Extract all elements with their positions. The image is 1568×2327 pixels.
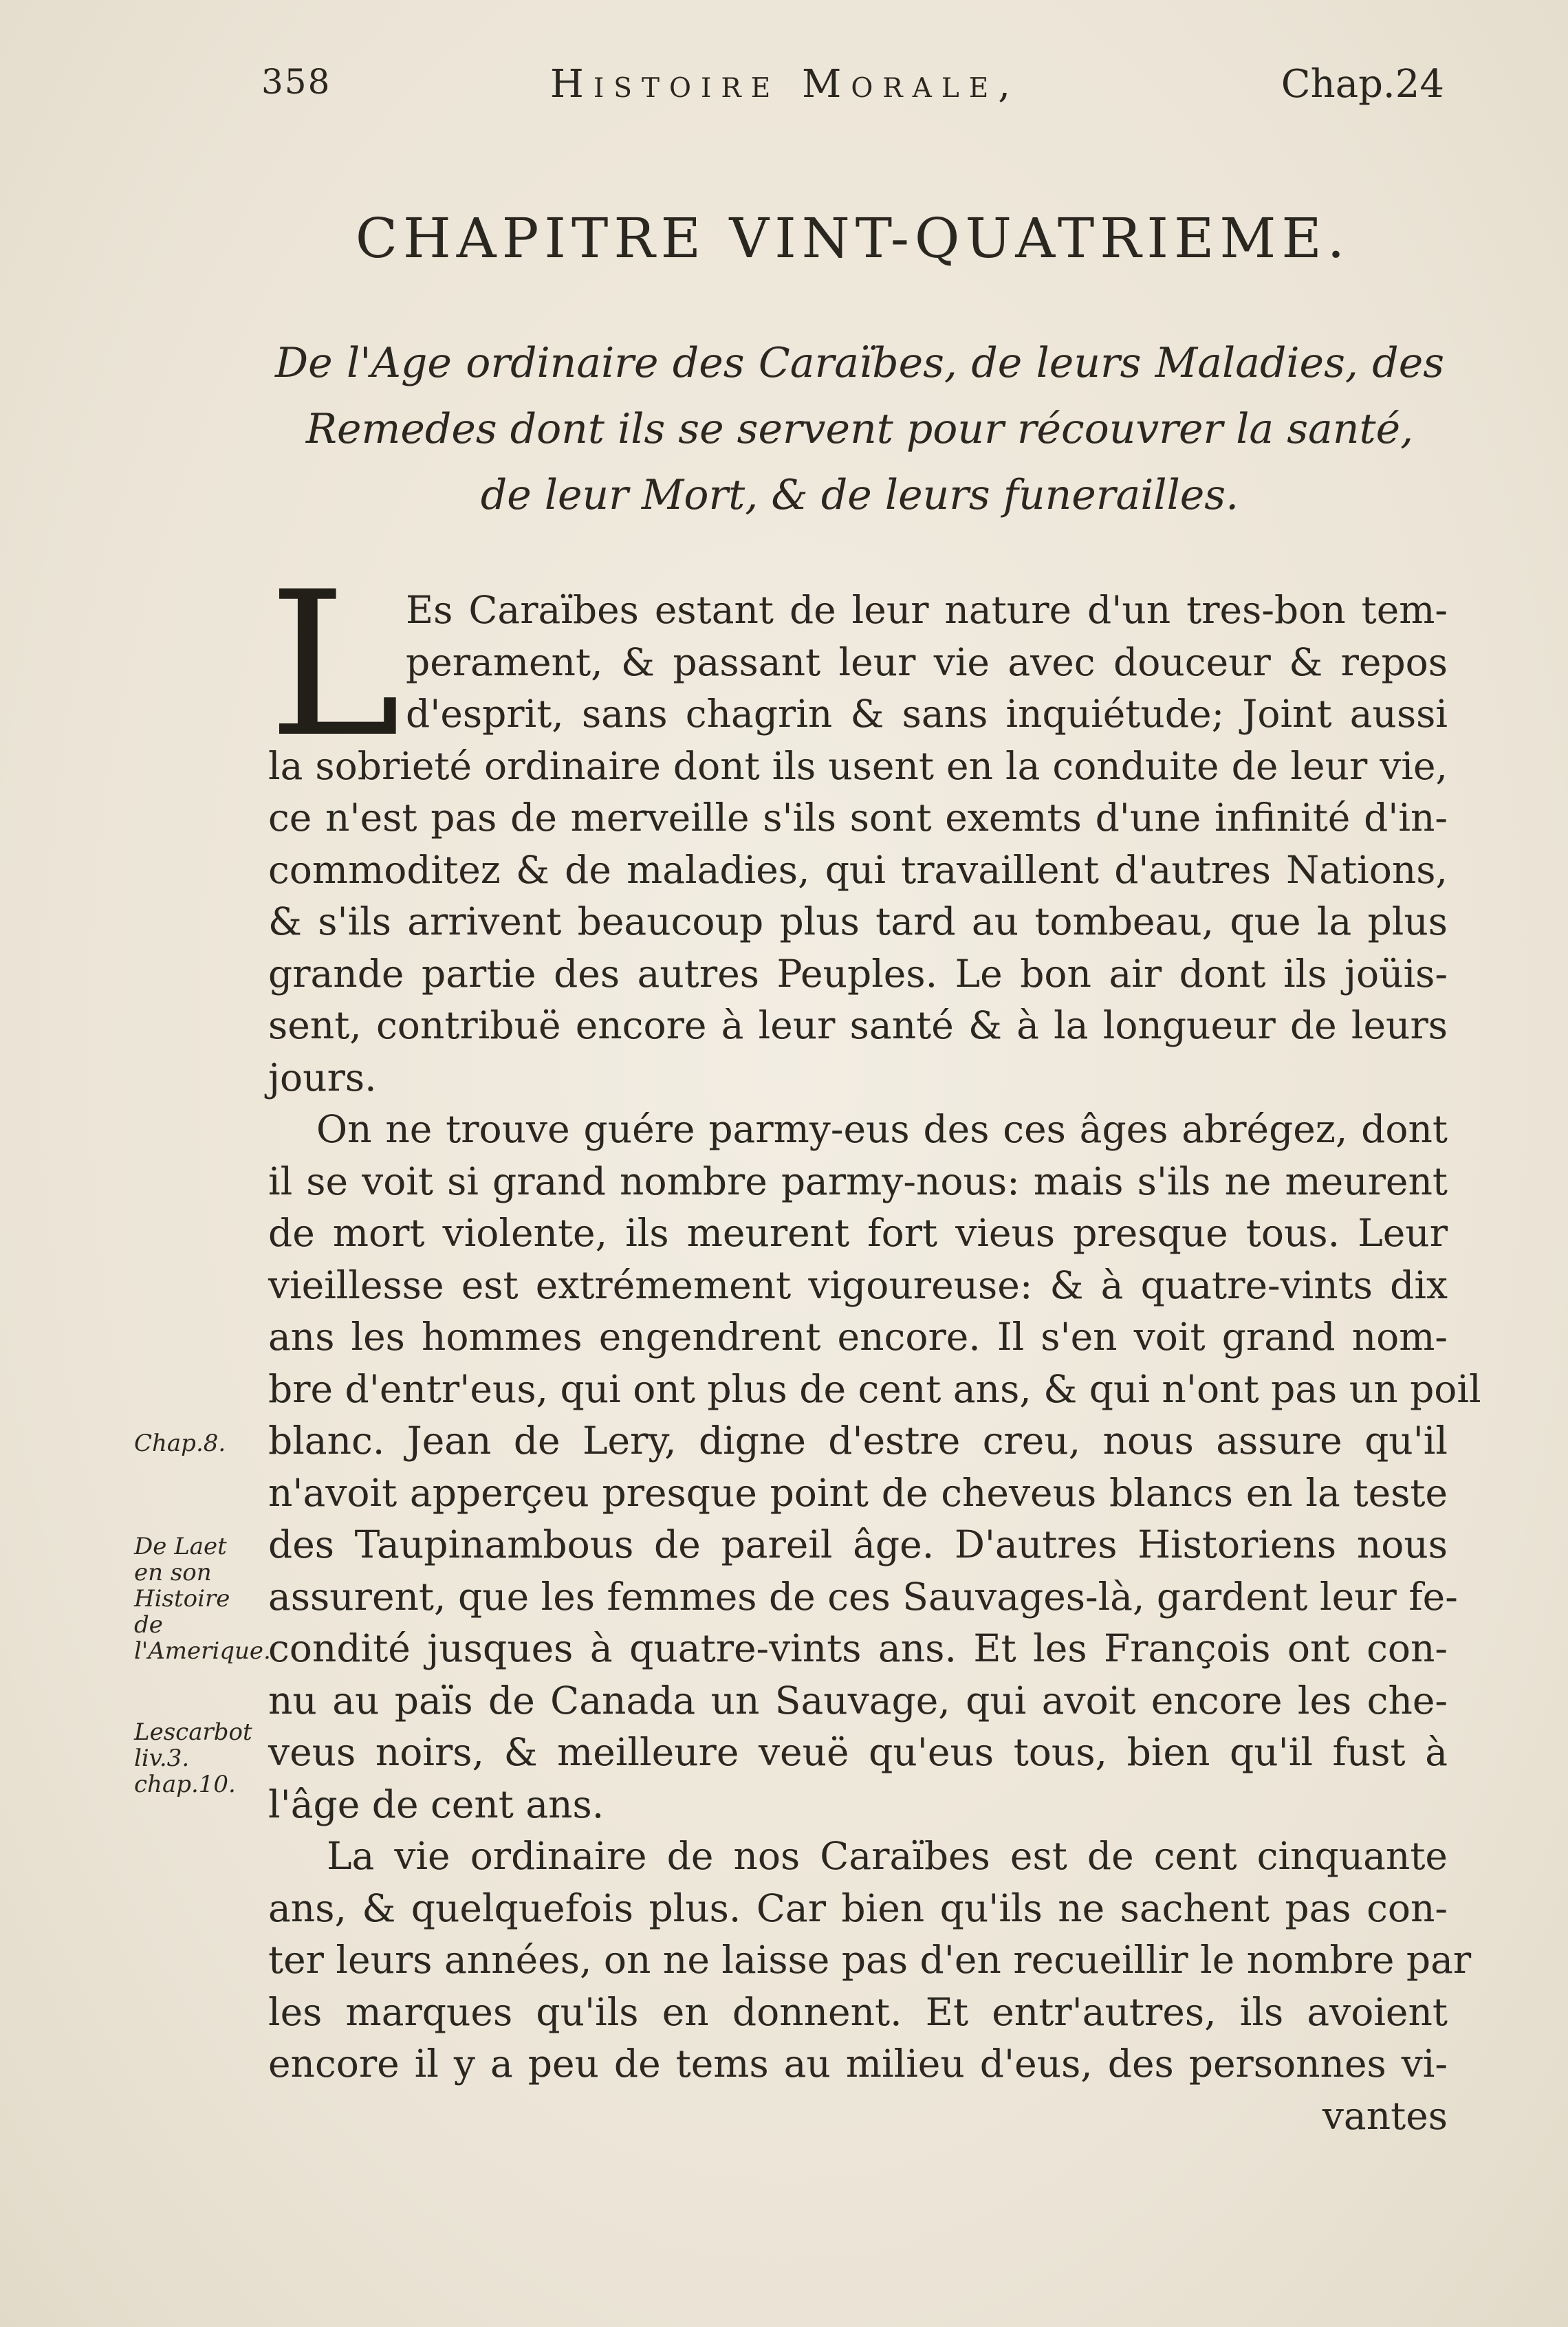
- text-line: de mort violente, ils meurent fort vieus presque tous. Leur: [268, 1211, 1448, 1255]
- text-line: & s'ils arrivent beaucoup plus tard au tombeau, que la plus: [268, 899, 1448, 943]
- margin-note: Lescarbot liv.3. chap.10.: [134, 1718, 252, 1798]
- page-number: 358: [261, 62, 331, 102]
- chapter-subtitle: [275, 330, 1444, 528]
- subtitle-line: de leur Mort, & de leurs funerailles.: [480, 471, 1239, 519]
- text-line: la sobrieté ordinaire dont ils usent en la conduite de leur vie,: [268, 743, 1448, 788]
- text-line: ans les hommes engendrent encore. Il s'en voit grand nom-: [268, 1315, 1448, 1359]
- text-line: On ne trouve guére parmy-eus des ces âges abrégez, dont: [316, 1107, 1448, 1151]
- text-line: encore il y a peu de tems au milieu d'eus, des personnes vi-: [268, 2042, 1448, 2086]
- drop-cap-initial: L: [268, 549, 401, 781]
- text-line: grande partie des autres Peuples. Le bon air dont ils joüis-: [268, 951, 1448, 996]
- margin-note: Chap.8.: [134, 1430, 226, 1457]
- text-line: ter leurs années, on ne laisse pas d'en recueillir le nombre par: [268, 1938, 1472, 1982]
- margin-note: De Laet en son Histoire de l'Amerique.: [134, 1533, 271, 1665]
- running-title: Histoire Morale,: [550, 62, 1020, 107]
- text-line: l'âge de cent ans.: [268, 1782, 605, 1826]
- subtitle-line: Remedes dont ils se servent pour récouvrer la santé,: [305, 405, 1414, 453]
- text-line: veus noirs, & meilleure veuë qu'eus tous, bien qu'il fust à: [268, 1730, 1448, 1774]
- running-chapter-label: Chap.24: [1281, 62, 1444, 107]
- text-line: assurent, que les femmes de ces Sauvages-là, gardent leur fe-: [268, 1574, 1458, 1619]
- text-line: La vie ordinaire de nos Caraïbes est de cent cinquante: [327, 1834, 1448, 1878]
- text-line: ans, & quelquefois plus. Car bien qu'ils ne sachent pas con-: [268, 1886, 1448, 1930]
- text-line: perament, & passant leur vie avec douceur & repos: [406, 640, 1448, 684]
- running-head: [261, 62, 1444, 117]
- text-line: il se voit si grand nombre parmy-nous: mais s'ils ne meurent: [268, 1159, 1448, 1203]
- text-line: bre d'entr'eus, qui ont plus de cent ans, & qui n'ont pas un poil: [268, 1366, 1481, 1411]
- chapter-heading: CHAPITRE VINT-QUATRIEME.: [355, 206, 1351, 270]
- text-line: des Taupinambous de pareil âge. D'autres Historiens nous: [268, 1522, 1448, 1566]
- text-line: d'esprit, sans chagrin & sans inquiétude; Joint aussi: [406, 692, 1448, 736]
- text-line: Es Caraïbes estant de leur nature d'un tres-bon tem-: [406, 588, 1448, 632]
- text-line: ce n'est pas de merveille s'ils sont exemts d'une infinité d'in-: [268, 796, 1448, 840]
- text-line: jours.: [268, 1055, 377, 1100]
- subtitle-line: De l'Age ordinaire des Caraïbes, de leurs Maladies, des: [275, 339, 1444, 387]
- text-line: nu au païs de Canada un Sauvage, qui avoit encore les che-: [268, 1678, 1448, 1723]
- body-text: [268, 549, 1481, 2142]
- text-line: commoditez & de maladies, qui travaillent d'autres Nations,: [268, 847, 1448, 892]
- text-line: condité jusques à quatre-vints ans. Et les François ont con-: [268, 1626, 1448, 1670]
- text-line: blanc. Jean de Lery, digne d'estre creu, nous assure qu'il: [268, 1419, 1448, 1463]
- text-line: vieillesse est extrémement vigoureuse: & à quatre-vints dix: [268, 1263, 1448, 1307]
- text-line: les marques qu'ils en donnent. Et entr'autres, ils avoient: [268, 1989, 1448, 2034]
- text-line: sent, contribuë encore à leur santé & à la longueur de leurs: [268, 1003, 1448, 1047]
- text-line: n'avoit apperçeu presque point de cheveus blancs en la teste: [268, 1470, 1448, 1515]
- catchword: vantes: [1322, 2093, 1448, 2138]
